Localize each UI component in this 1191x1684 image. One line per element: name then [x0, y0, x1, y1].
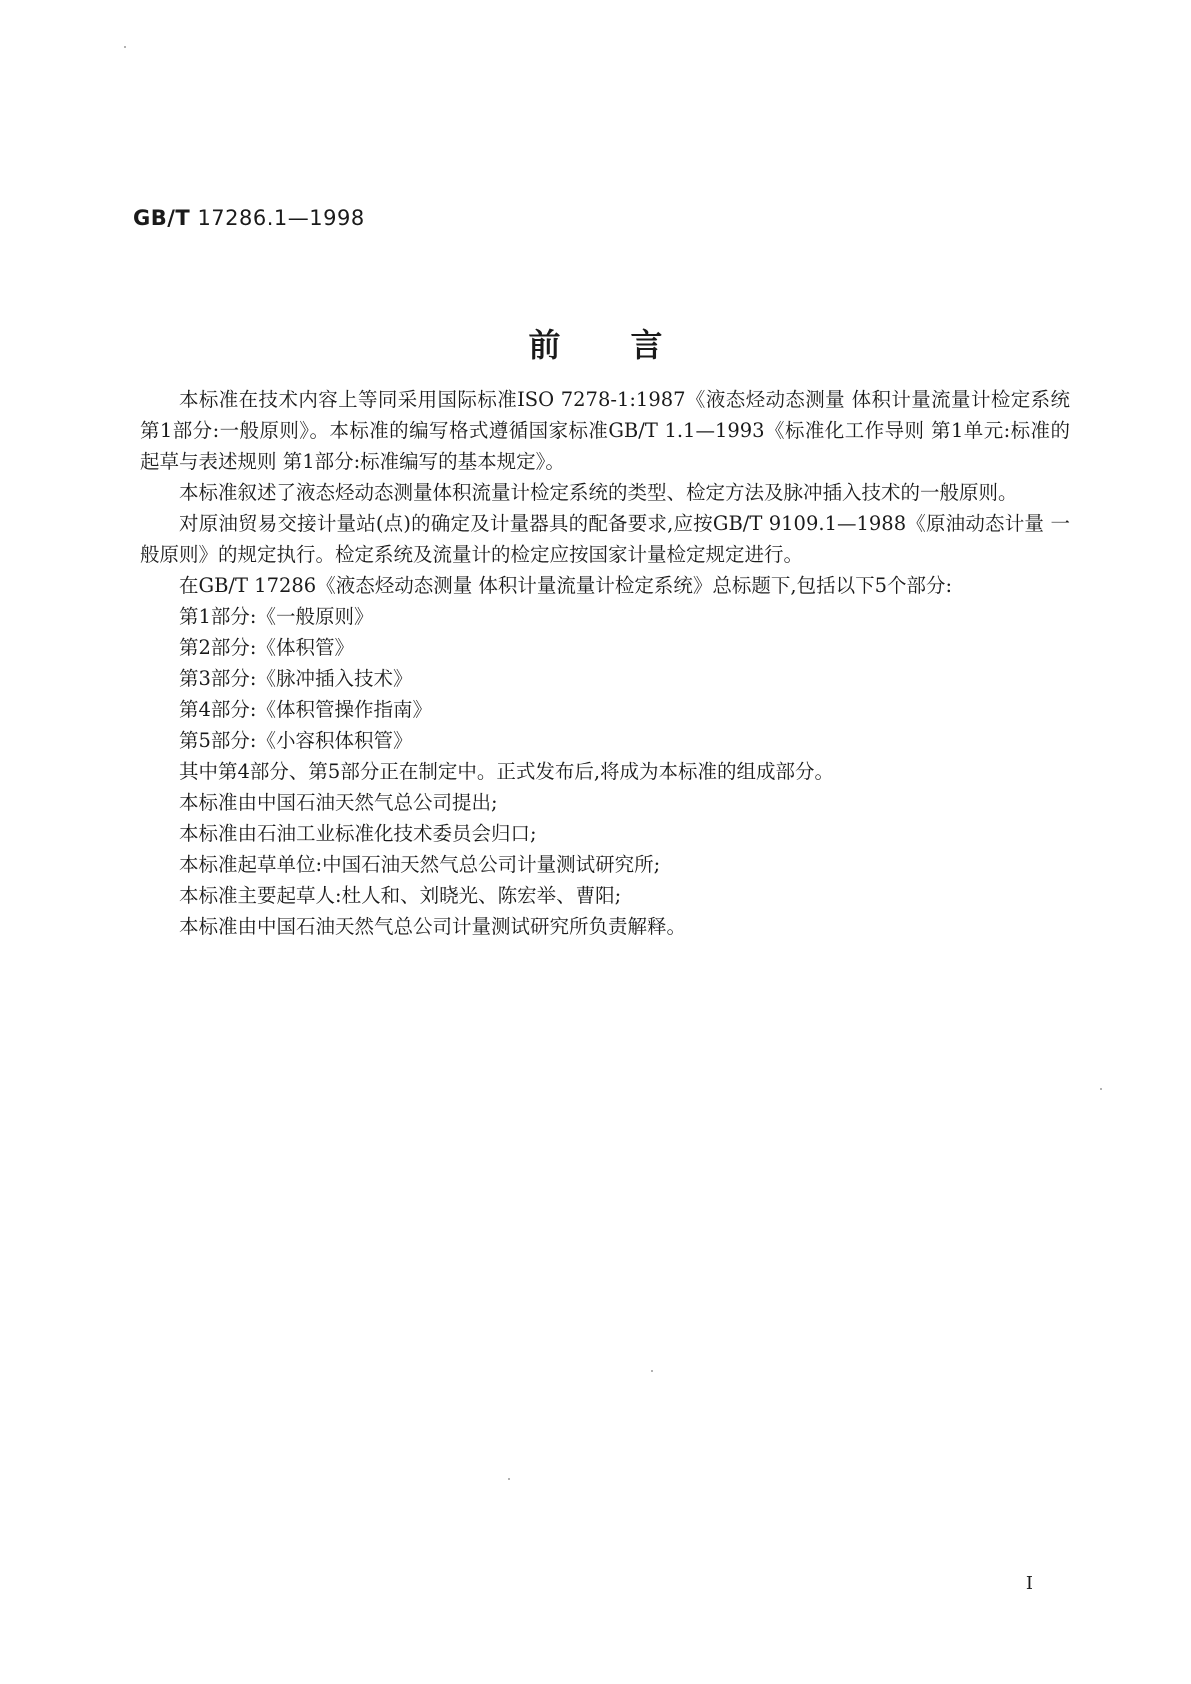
paragraph: 本标准在技术内容上等同采用国际标准ISO 7278-1:1987《液态烃动态测量 体积计量流量计检定系统 第1部分:一般原则》。本标准的编写格式遵循国家标准GB/T 1.1—1993《标准化工作导则 第1单元:标准的起草与表述规则 第1部分:标准编写的基本规定》。 [140, 388, 1070, 473]
list-item: 第3部分:《脉冲插入技术》 [179, 667, 413, 690]
scan-speck [651, 1370, 653, 1372]
page-number: I [1025, 1573, 1033, 1594]
closing-line: 本标准由中国石油天然气总公司提出; [179, 791, 498, 814]
scan-speck [1100, 1088, 1102, 1090]
scan-speck [508, 1478, 510, 1480]
scan-speck [124, 46, 126, 48]
closing-line: 本标准由中国石油天然气总公司计量测试研究所负责解释。 [179, 915, 687, 938]
list-item: 第1部分:《一般原则》 [179, 605, 374, 628]
list-item: 第4部分:《体积管操作指南》 [179, 698, 432, 721]
closing-line: 其中第4部分、第5部分正在制定中。正式发布后,将成为本标准的组成部分。 [179, 760, 835, 783]
closing-line: 本标准主要起草人:杜人和、刘晓光、陈宏举、曹阳; [179, 884, 622, 907]
closing-line: 本标准由石油工业标准化技术委员会归口; [179, 822, 537, 845]
paragraph: 对原油贸易交接计量站(点)的确定及计量器具的配备要求,应按GB/T 9109.1—1988《原油动态计量 一般原则》的规定执行。检定系统及流量计的检定应按国家计量检定规定进行。 [140, 512, 1070, 566]
list-item: 第2部分:《体积管》 [179, 636, 354, 659]
standard-prefix: GB/T [133, 206, 191, 230]
standard-code [133, 206, 365, 230]
paragraph: 在GB/T 17286《液态烃动态测量 体积计量流量计检定系统》总标题下,包括以下5个部分: [179, 574, 953, 597]
closing-line: 本标准起草单位:中国石油天然气总公司计量测试研究所; [179, 853, 661, 876]
list-item: 第5部分:《小容积体积管》 [179, 729, 413, 752]
paragraph: 本标准叙述了液态烃动态测量体积流量计检定系统的类型、检定方法及脉冲插入技术的一般原则。 [179, 481, 1018, 504]
page-title: 前言 [528, 326, 733, 364]
foreword-body [140, 384, 1070, 942]
standard-number: 17286.1—1998 [197, 206, 365, 230]
